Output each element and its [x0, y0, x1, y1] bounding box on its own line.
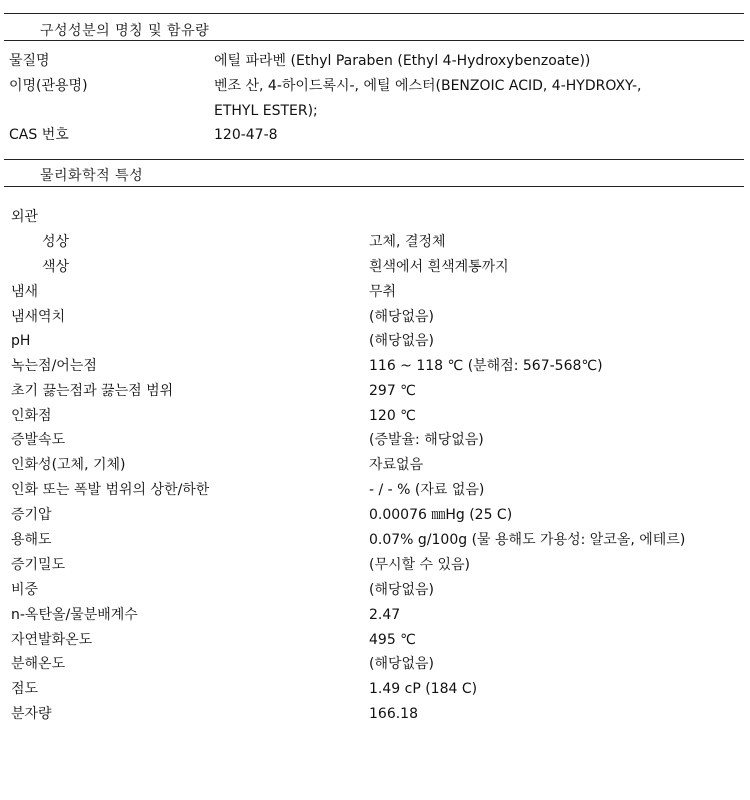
synonym-value-continued: ETHYL ESTER);: [214, 103, 318, 119]
prop-label-appearance: 외관: [11, 209, 39, 225]
prop-label-vapor-density: 증기밀도: [11, 557, 66, 573]
prop-label-color: 색상: [42, 259, 70, 275]
prop-label-partition-coefficient: n-옥탄올/물분배계수: [11, 607, 138, 623]
cas-value: 120-47-8: [214, 127, 278, 143]
prop-label-flammability: 인화성(고체, 기체): [11, 457, 126, 473]
prop-value-odor-threshold: (해당없음): [369, 309, 435, 325]
prop-value-vapor-density: (무시할 수 있음): [369, 557, 470, 573]
prop-label-decomposition-temp: 분해온도: [11, 656, 66, 672]
prop-label-vapor-pressure: 증기압: [11, 507, 52, 523]
prop-row: [0, 230, 750, 254]
id-row-cas: [0, 123, 750, 147]
prop-value-evaporation-rate: (증발율: 해당없음): [369, 432, 484, 448]
prop-value-color: 흰색에서 흰색계통까지: [369, 259, 509, 275]
substance-name-value: 에틸 파라벤 (Ethyl Paraben (Ethyl 4-Hydroxybenzoate)): [214, 53, 591, 69]
prop-value-boiling-point: 297 ℃: [369, 383, 416, 399]
prop-label-evaporation-rate: 증발속도: [11, 432, 66, 448]
prop-label-odor: 냄새: [11, 284, 39, 300]
prop-row: [0, 702, 750, 726]
prop-value-flammability: 자료없음: [369, 457, 424, 473]
prop-value-vapor-pressure: 0.00076 ㎜Hg (25 C): [369, 507, 513, 523]
section2-top-rule: [4, 159, 744, 160]
id-row-synonym: [0, 74, 750, 98]
prop-row: [0, 404, 750, 428]
prop-value-melting-point: 116 ~ 118 ℃ (분해점: 567-568℃): [369, 358, 603, 374]
prop-row: [0, 379, 750, 403]
substance-name-label: 물질명: [9, 53, 50, 69]
prop-value-molecular-weight: 166.18: [369, 706, 418, 722]
prop-value-form: 고체, 결정체: [369, 234, 446, 250]
prop-row: [0, 280, 750, 304]
prop-label-melting-point: 녹는점/어는점: [11, 358, 97, 374]
prop-row: [0, 628, 750, 652]
prop-row: [0, 503, 750, 527]
prop-label-flash-point: 인화점: [11, 408, 52, 424]
prop-row: [0, 677, 750, 701]
prop-row: [0, 205, 750, 229]
prop-value-partition-coefficient: 2.47: [369, 607, 401, 623]
prop-row: [0, 428, 750, 452]
section2-title-rule: [4, 186, 744, 187]
prop-row: [0, 478, 750, 502]
section-title-physchem: 물리화학적 특성: [40, 168, 144, 184]
section-title-rule: [4, 40, 744, 41]
section-title-composition: 구성성분의 명칭 및 함유량: [40, 23, 210, 39]
prop-row: [0, 453, 750, 477]
prop-value-odor: 무취: [369, 284, 397, 300]
prop-label-autoignition-temp: 자연발화온도: [11, 632, 93, 648]
synonym-label: 이명(관용명): [9, 78, 88, 94]
prop-label-form: 성상: [42, 234, 70, 250]
prop-label-odor-threshold: 냄새역치: [11, 309, 66, 325]
id-row-synonym-cont: [0, 99, 750, 123]
prop-row: [0, 528, 750, 552]
prop-value-solubility: 0.07% g/100g (물 용해도 가용성: 알코올, 에테르): [369, 532, 686, 548]
prop-value-viscosity: 1.49 cP (184 C): [369, 681, 478, 697]
prop-row: [0, 329, 750, 353]
prop-value-ph: (해당없음): [369, 333, 435, 349]
prop-value-specific-gravity: (해당없음): [369, 582, 435, 598]
prop-label-viscosity: 점도: [11, 681, 39, 697]
synonym-value: 벤조 산, 4-하이드록시-, 에틸 에스터(BENZOIC ACID, 4-HYDROXY-,: [214, 78, 642, 94]
prop-row: [0, 578, 750, 602]
prop-row: [0, 603, 750, 627]
prop-row: [0, 354, 750, 378]
prop-label-explosive-limits: 인화 또는 폭발 범위의 상한/하한: [11, 482, 210, 498]
prop-value-decomposition-temp: (해당없음): [369, 656, 435, 672]
top-rule: [4, 13, 744, 14]
prop-label-ph: pH: [11, 333, 31, 349]
prop-value-flash-point: 120 ℃: [369, 408, 416, 424]
prop-label-solubility: 용해도: [11, 532, 52, 548]
prop-row: [0, 305, 750, 329]
prop-value-explosive-limits: - / - % (자료 없음): [369, 482, 485, 498]
id-row-substance: [0, 49, 750, 73]
prop-value-autoignition-temp: 495 ℃: [369, 632, 416, 648]
prop-label-molecular-weight: 분자량: [11, 706, 52, 722]
prop-label-specific-gravity: 비중: [11, 582, 39, 598]
prop-row: [0, 553, 750, 577]
prop-label-boiling-point: 초기 끓는점과 끓는점 범위: [11, 383, 174, 399]
prop-row: [0, 255, 750, 279]
cas-label: CAS 번호: [9, 127, 69, 143]
prop-row: [0, 652, 750, 676]
